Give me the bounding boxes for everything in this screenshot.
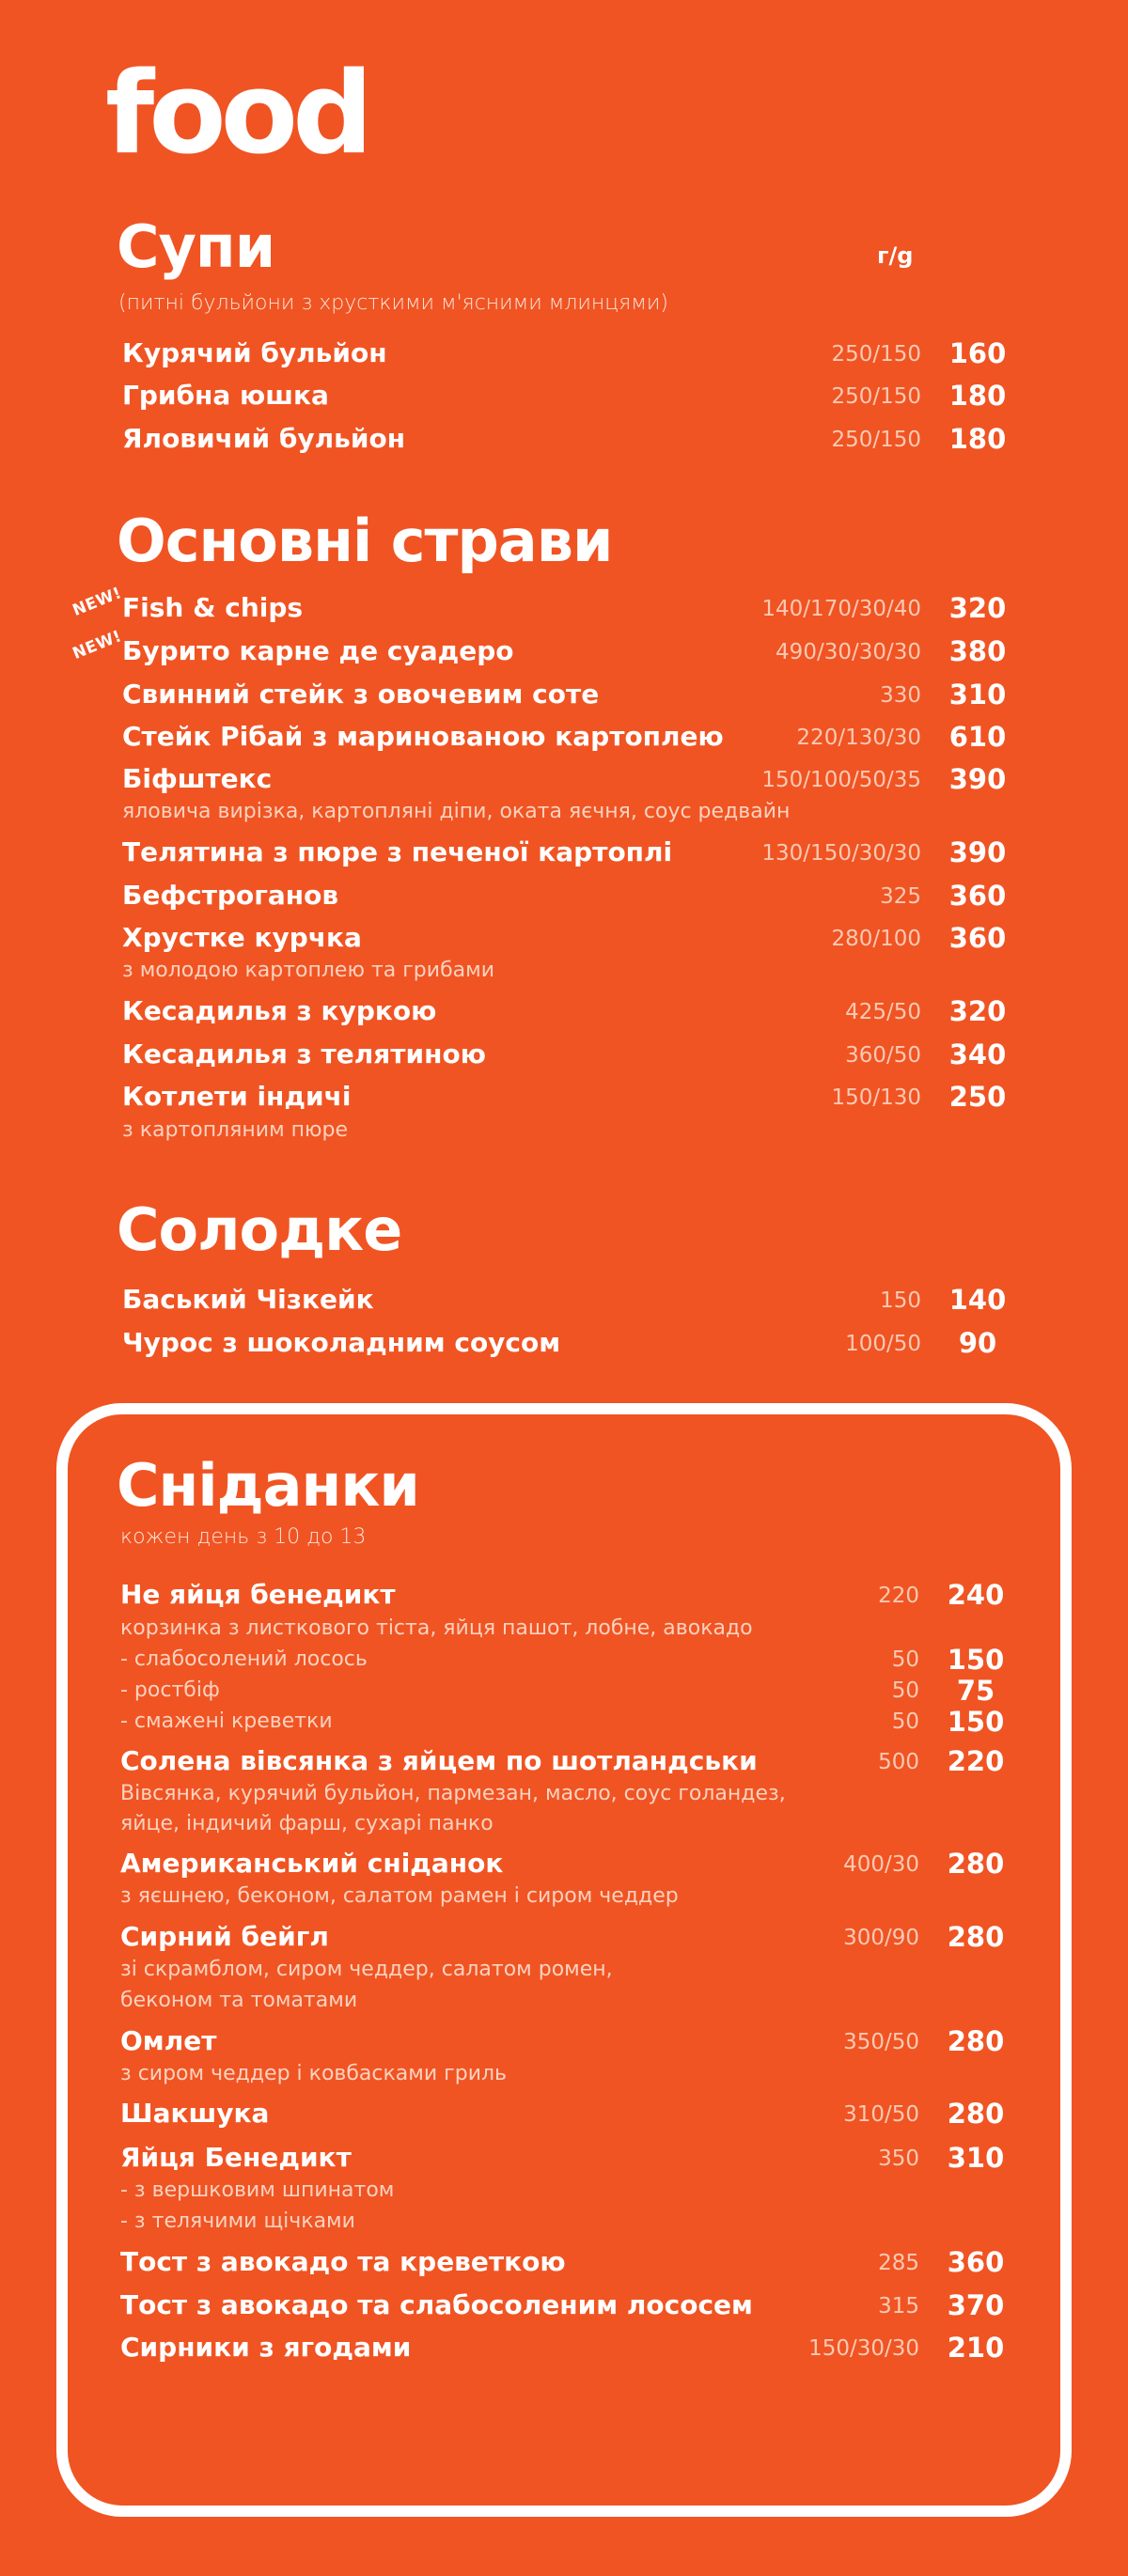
item-price: 280: [947, 2098, 1005, 2130]
item-name: Тост з авокадо та слабосоленим лососем: [120, 2289, 753, 2320]
option-name: - слабосолений лосось: [120, 1647, 368, 1671]
item-weight: 490/30/30/30: [776, 640, 921, 664]
item-price: 180: [948, 423, 1007, 455]
menu-item: [120, 2332, 1013, 2369]
menu-item: [120, 2098, 1013, 2135]
menu-item: [122, 922, 1015, 960]
item-weight: 310/50: [843, 2102, 919, 2127]
item-name: Баський Чізкейк: [122, 1284, 374, 1315]
item-weight: 150/30/30: [808, 2336, 919, 2361]
option-price: 75: [956, 1675, 995, 1707]
option-price: 150: [947, 1706, 1005, 1738]
menu-item: [120, 2246, 1013, 2284]
menu-item: [122, 679, 1015, 716]
item-description: - з вершковим шпинатом: [120, 2178, 395, 2202]
item-weight: 500: [878, 1750, 919, 1774]
section-title-soups: Супи: [117, 212, 275, 281]
item-description: з картопляним пюре: [122, 1118, 349, 1142]
item-weight: 350: [878, 2147, 919, 2171]
menu-item: [120, 1848, 1013, 1885]
item-name: Тост з авокадо та креветкою: [120, 2246, 566, 2277]
item-weight: 220/130/30: [796, 726, 921, 750]
menu-item: [122, 1284, 1015, 1321]
item-name: Омлет: [120, 2025, 217, 2056]
item-name: Шакшука: [120, 2098, 270, 2129]
item-price: 240: [947, 1579, 1005, 1611]
menu-item: [122, 880, 1015, 917]
option-weight: 50: [891, 1647, 919, 1672]
item-weight: 130/150/30/30: [761, 841, 921, 866]
item-name: Курячий бульйон: [122, 337, 387, 368]
item-name: Чурос з шоколадним соусом: [122, 1327, 561, 1358]
item-weight: 280/100: [831, 927, 921, 951]
item-price: 140: [948, 1284, 1007, 1316]
breakfasts-subtitle: кожен день з 10 до 13: [120, 1525, 367, 1549]
menu-item: [122, 721, 1015, 758]
column-header-weight: г/g: [877, 242, 914, 269]
item-description: Вівсянка, курячий бульйон, пармезан, масло, соус голандез,: [120, 1782, 786, 1805]
item-name: Хрустке курчка: [122, 922, 362, 953]
section-title-desserts: Солодке: [117, 1195, 402, 1264]
item-weight: 325: [880, 884, 921, 909]
menu-item: [120, 1745, 1013, 1783]
item-weight: 300/90: [843, 1926, 919, 1950]
item-weight: 330: [880, 683, 921, 708]
item-weight: 150/130: [831, 1085, 921, 1110]
section-title-mains: Основні страви: [117, 507, 613, 575]
item-weight: 140/170/30/40: [761, 597, 921, 621]
menu-item: [120, 1579, 1013, 1616]
option-name: - смажені креветки: [120, 1710, 333, 1733]
item-name: Американський сніданок: [120, 1848, 504, 1879]
item-weight: 400/30: [843, 1852, 919, 1877]
item-price: 610: [948, 721, 1007, 753]
item-name: Бурито карне де суадеро: [122, 635, 514, 666]
item-price: 250: [948, 1081, 1007, 1113]
item-name: Біфштекс: [122, 763, 273, 794]
new-badge: NEW!: [70, 627, 125, 664]
item-price: 340: [948, 1038, 1007, 1070]
item-description: яловича вирізка, картопляні діпи, оката яєчня, соус редвайн: [122, 800, 791, 823]
item-weight: 250/150: [831, 342, 921, 367]
item-weight: 285: [878, 2251, 919, 2275]
item-name: Бефстроганов: [122, 880, 339, 911]
item-weight: 250/150: [831, 428, 921, 452]
item-price: 210: [947, 2332, 1005, 2364]
menu-item: [122, 635, 1015, 673]
item-weight: 425/50: [845, 1000, 921, 1024]
item-name: Яйця Бенедикт: [120, 2142, 352, 2173]
section-title-breakfasts: Сніданки: [117, 1451, 419, 1520]
item-price: 390: [948, 836, 1007, 868]
item-price: 310: [948, 679, 1007, 710]
item-name: Кесадилья з телятиною: [122, 1038, 486, 1069]
item-price: 280: [947, 1921, 1005, 1953]
menu-item: [122, 836, 1015, 874]
item-description: з яєшнею, беконом, салатом рамен і сиром чеддер: [120, 1884, 679, 1908]
item-name: Fish & chips: [122, 592, 304, 623]
item-weight: 150/100/50/35: [761, 768, 921, 792]
menu-item: [122, 995, 1015, 1033]
item-price: 320: [948, 592, 1007, 624]
menu-item: [120, 2142, 1013, 2179]
item-price: 90: [958, 1327, 997, 1359]
menu-item: [120, 2289, 1013, 2327]
menu-item: [122, 423, 1015, 461]
new-badge: NEW!: [70, 584, 125, 620]
menu-item: [122, 763, 1015, 801]
item-price: 160: [948, 337, 1007, 369]
item-name: Солена вівсянка з яйцем по шотландськи: [120, 1745, 758, 1776]
menu-option: [120, 1644, 1013, 1676]
soups-subtitle: (питні бульйони з хрусткими м'ясними млинцями): [118, 291, 668, 315]
item-price: 360: [948, 922, 1007, 954]
item-name: Телятина з пюре з печеної картоплі: [122, 836, 673, 867]
item-price: 280: [947, 2025, 1005, 2057]
menu-item: [122, 337, 1015, 375]
item-name: Не яйця бенедикт: [120, 1579, 396, 1610]
option-weight: 50: [891, 1710, 919, 1734]
item-name: Стейк Рібай з маринованою картоплею: [122, 721, 724, 752]
item-name: Кесадилья з куркою: [122, 995, 437, 1026]
item-price: 220: [947, 1745, 1005, 1777]
option-name: - ростбіф: [120, 1678, 220, 1702]
item-name: Сирний бейгл: [120, 1921, 329, 1952]
menu-item: [122, 592, 1015, 630]
item-weight: 360/50: [845, 1043, 921, 1068]
menu-item: [122, 1327, 1015, 1365]
item-description: з молодою картоплею та грибами: [122, 959, 495, 982]
option-price: 150: [947, 1644, 1005, 1676]
food-logo: food: [105, 49, 368, 180]
option-weight: 50: [891, 1678, 919, 1703]
item-weight: 350/50: [843, 2030, 919, 2054]
item-price: 280: [947, 1848, 1005, 1880]
menu-option: [120, 1706, 1013, 1738]
item-price: 310: [947, 2142, 1005, 2174]
menu-item: [122, 1081, 1015, 1118]
item-name: Котлети індичі: [122, 1081, 352, 1112]
menu-item: [122, 380, 1015, 417]
item-price: 390: [948, 763, 1007, 795]
item-description: корзинка з листкового тіста, яйця пашот, лобне, авокадо: [120, 1616, 753, 1640]
item-price: 360: [948, 880, 1007, 912]
item-price: 180: [948, 380, 1007, 412]
item-name: Сирники з ягодами: [120, 2332, 412, 2363]
item-weight: 220: [878, 1584, 919, 1608]
menu-option: [120, 1675, 1013, 1707]
item-description: з сиром чеддер і ковбасками гриль: [120, 2062, 508, 2085]
item-name: Яловичий бульйон: [122, 423, 406, 454]
item-description: яйце, індичий фарш, сухарі панко: [120, 1812, 494, 1835]
item-price: 370: [947, 2289, 1005, 2321]
item-description: беконом та томатами: [120, 1989, 358, 2012]
item-price: 360: [947, 2246, 1005, 2278]
item-name: Грибна юшка: [122, 380, 329, 411]
item-description: зі скрамблом, сиром чеддер, салатом ромен,: [120, 1958, 613, 1981]
item-weight: 100/50: [845, 1332, 921, 1356]
item-weight: 150: [880, 1288, 921, 1313]
item-price: 380: [948, 635, 1007, 667]
menu-item: [122, 1038, 1015, 1076]
menu-item: [120, 1921, 1013, 1959]
item-name: Свинний стейк з овочевим соте: [122, 679, 600, 710]
item-weight: 250/150: [831, 384, 921, 409]
item-weight: 315: [878, 2294, 919, 2318]
item-price: 320: [948, 995, 1007, 1027]
item-description: - з телячими щічками: [120, 2209, 355, 2233]
menu-item: [120, 2025, 1013, 2063]
